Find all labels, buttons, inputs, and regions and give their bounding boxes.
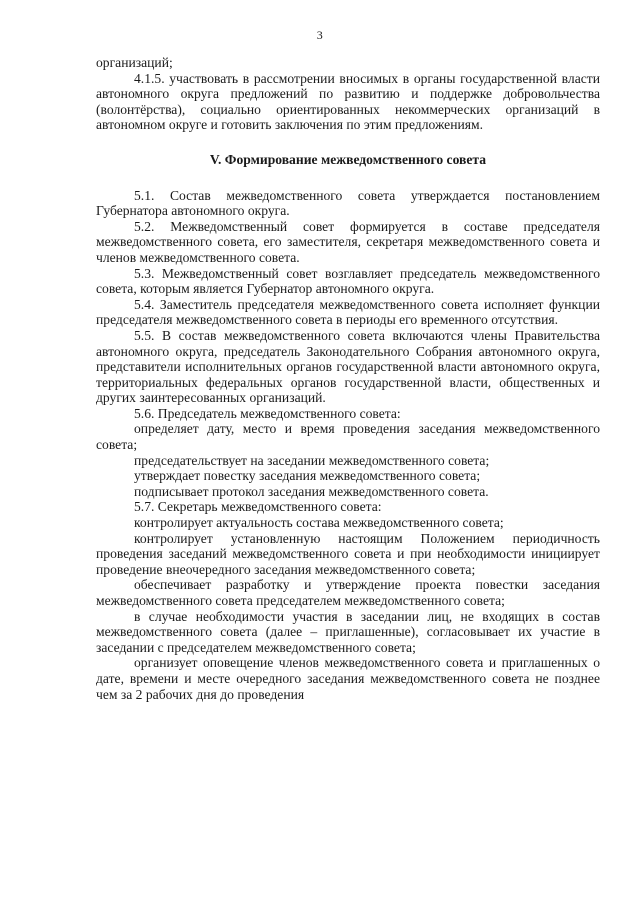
paragraph: 5.7. Секретарь межведомственного совета: bbox=[134, 499, 382, 515]
paragraphs-before-heading bbox=[96, 55, 600, 133]
paragraph: подписывает протокол заседания межведомственного совета. bbox=[134, 483, 489, 499]
paragraph: 5.2. Межведомственный совет формируется в составе председателя межведомственного совета, его заместителя, секретаря межведомственного совета и членов межведомственного совета. bbox=[96, 218, 600, 265]
section-heading: V. Формирование межведомственного совета bbox=[209, 151, 487, 167]
paragraph: контролирует актуальность состава межведомственного совета; bbox=[134, 515, 504, 531]
paragraph: 4.1.5. участвовать в рассмотрении вносимых в органы государственной власти автономного округа предложений по развитию и поддержке добровольчества (волонтёрства), социально ориентированных некоммерческих организаций в автономном округе и готовить заключения по этим предложениям. bbox=[96, 70, 600, 133]
paragraph: 5.5. В состав межведомственного совета включаются члены Правительства автономного округа, председатель Законодательного Собрания автономного округа, представители исполнительных органов государственной власти автономного округа, территориальных федеральных органов государственной власти, общественных и других заинтересованных организаций. bbox=[96, 327, 600, 406]
paragraph: определяет дату, место и время проведения заседания межведомственного совета; bbox=[96, 421, 600, 453]
paragraph: утверждает повестку заседания межведомственного совета; bbox=[134, 468, 481, 484]
document-body bbox=[96, 55, 600, 702]
paragraph: 5.1. Состав межведомственного совета утверждается постановлением Губернатора автономного округа. bbox=[96, 187, 600, 219]
paragraph: организует оповещение членов межведомственного совета и приглашенных о дате, времени и месте очередного заседания межведомственного совета не позднее чем за 2 рабочих дня до проведения bbox=[96, 655, 600, 702]
paragraph: 5.4. Заместитель председателя межведомственного совета исполняет функции председателя межведомственного совета в периоды его временного отсутствия. bbox=[96, 296, 600, 328]
paragraph: 5.3. Межведомственный совет возглавляет председатель межведомственного совета, которым является Губернатор автономного округа. bbox=[96, 265, 600, 297]
paragraph: контролирует установленную настоящим Положением периодичность проведения заседаний межведомственного совета и при необходимости инициирует проведение внеочередного заседания межведомственного совета; bbox=[96, 530, 600, 577]
paragraph: в случае необходимости участия в заседании лиц, не входящих в состав межведомственного совета (далее – приглашенные), согласовывает их участие в заседании с председателем межведомственного совета; bbox=[96, 608, 600, 655]
paragraph: председательствует на заседании межведомственного совета; bbox=[134, 452, 490, 468]
paragraph: организаций; bbox=[96, 55, 173, 70]
paragraph: обеспечивает разработку и утверждение проекта повестки заседания межведомственного совета председателем межведомственного совета; bbox=[96, 577, 600, 608]
page-number: 3 bbox=[316, 28, 324, 42]
paragraphs-after-heading bbox=[96, 188, 600, 703]
paragraph: 5.6. Председатель межведомственного совета: bbox=[134, 405, 401, 421]
